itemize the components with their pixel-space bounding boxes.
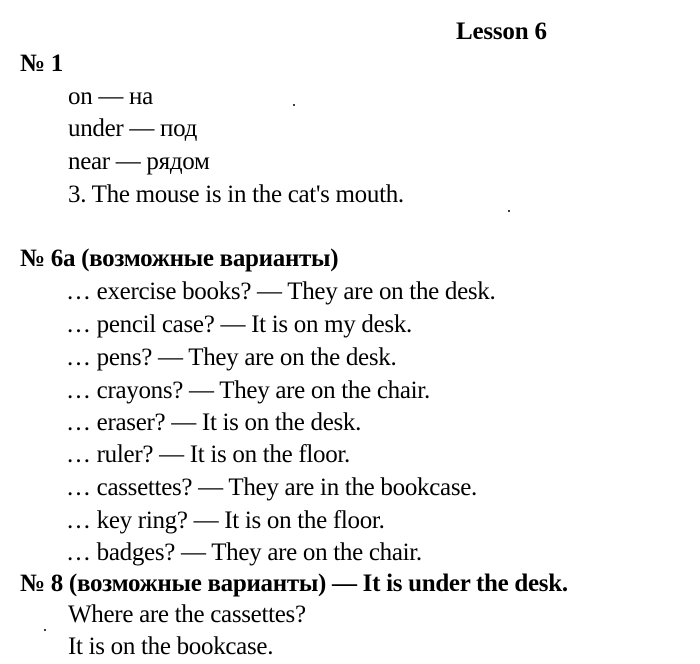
lesson-title: Lesson 6 [456, 18, 547, 45]
exercise-6a-line: … exercise books? — They are on the desk. [66, 278, 496, 305]
exercise-6a-line: … ruler? — It is on the floor. [66, 441, 350, 468]
exercise-6a-line: … pens? — They are on the desk. [66, 344, 397, 371]
scan-speck [293, 104, 295, 106]
exercise-6a-line: … key ring? — It is on the floor. [66, 507, 385, 534]
exercise-6a-line: … eraser? — It is on the desk. [66, 409, 362, 436]
exercise-6a-line: … pencil case? — It is on my desk. [66, 311, 412, 338]
exercise-1-line: near — рядом [68, 148, 210, 175]
exercise-6a-line: … badges? — They are on the chair. [66, 539, 422, 566]
scan-speck [508, 210, 510, 212]
exercise-6a-heading: № 6а (возможные варианты) [20, 245, 339, 272]
scan-speck [44, 629, 46, 631]
exercise-8-line: Where are the cassettes? [68, 601, 306, 628]
exercise-6a-line: … crayons? — They are on the chair. [66, 377, 430, 404]
exercise-6a-line: … cassettes? — They are in the bookcase. [66, 474, 477, 501]
exercise-8-heading: № 8 (возможные варианты) — It is under the desk. [20, 570, 568, 597]
exercise-1-heading: № 1 [20, 50, 63, 77]
exercise-1-line: under — под [68, 115, 197, 142]
exercise-1-line: 3. The mouse is in the cat's mouth. [68, 181, 404, 208]
exercise-8-line: It is on the bookcase. [68, 633, 274, 660]
exercise-1-line: on — на [68, 83, 153, 110]
